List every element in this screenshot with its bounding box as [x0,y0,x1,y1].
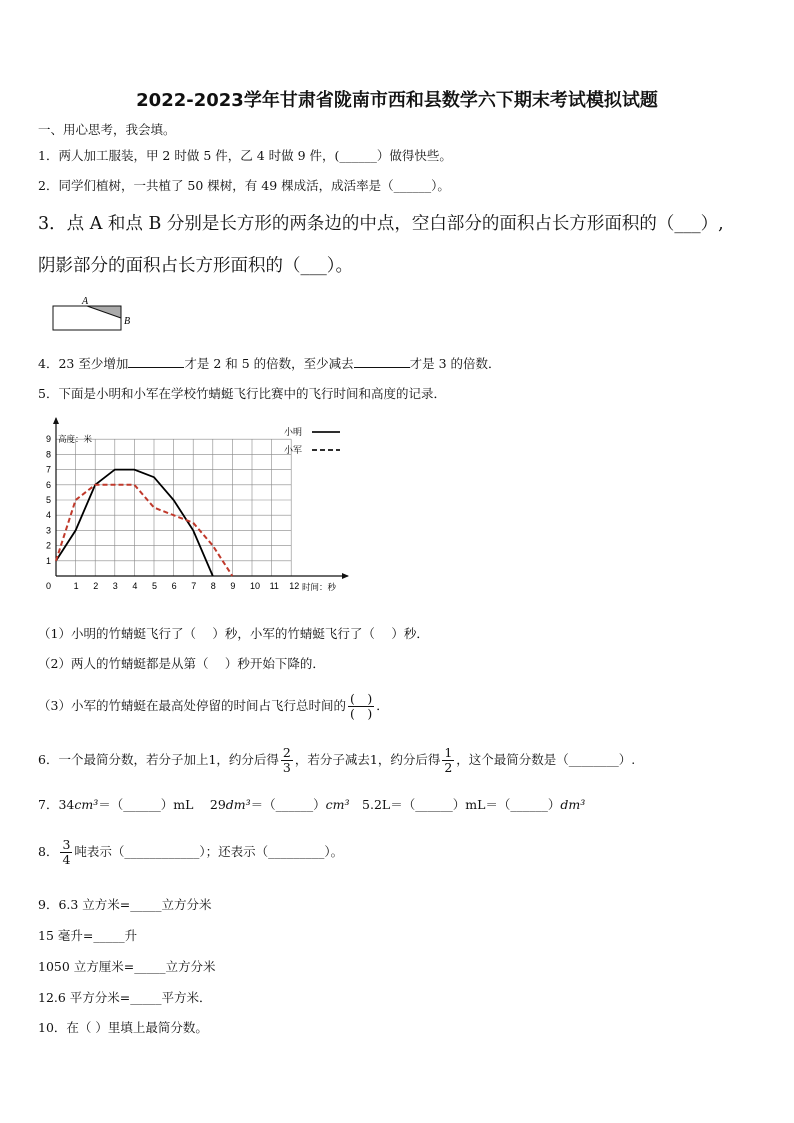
x-tick-label: 0 [46,581,52,591]
point-b-label: B [124,316,131,327]
q4-text-1: 4．23 至少增加 [38,356,129,371]
question-9-1: 9．6.3 立方米=_____立方分米 [38,897,212,912]
unit-cm3: cm³ [325,797,350,812]
y-tick-label: 7 [46,464,52,475]
question-9-3: 1050 立方厘米=_____立方分米 [38,959,216,974]
y-axis-arrow [53,417,59,424]
x-tick-label: 3 [112,581,118,591]
y-tick-label: 4 [46,510,52,521]
y-tick-label: 6 [46,479,52,490]
y-tick-label: 5 [46,495,52,505]
question-6 [38,746,635,775]
unit-cm3: cm³ [74,797,99,812]
fraction-denominator: 2 [444,759,453,775]
x-tick-label: 8 [210,581,216,591]
q7-text-3: ＝（______） [250,797,326,812]
question-5: 5．下面是小明和小军在学校竹蜻蜓飞行比赛中的飞行时间和高度的记录． [38,386,446,401]
q8-text-2: 吨表示（____________）；还表示（_________）。 [74,843,344,859]
unit-dm3: dm³ [225,797,251,812]
x-tick-label: 12 [289,581,300,591]
x-tick-label: 6 [171,581,177,591]
question-5-2: （2）两人的竹蜻蜓都是从第（ ）秒开始下降的． [38,656,325,671]
q5-3-fraction[interactable] [348,692,374,721]
x-axis-arrow [342,573,349,579]
q4-text-2: 才是 2 和 5 的倍数，至少减去 [184,356,354,371]
fraction-numerator: 3 [62,837,71,852]
question-5-3 [38,692,389,721]
rectangle-figure [50,292,150,334]
x-tick-label: 9 [230,581,236,591]
fraction-numerator: ( ) [349,691,373,706]
fraction-denominator: ( ) [349,705,373,721]
q4-text-3: 才是 3 的倍数． [409,356,501,371]
point-a-label: A [82,296,89,307]
q5-3-end: ． [376,697,389,713]
unit-dm3: dm³ [560,797,586,812]
legend-label: 小明 [284,428,303,438]
x-tick-label: 4 [132,581,138,591]
x-tick-label: 5 [152,581,158,591]
fraction-numerator: 1 [444,745,453,760]
question-9-2: 15 毫升=_____升 [38,928,138,943]
y-tick-label: 3 [46,525,52,536]
page-title: 2022-2023学年甘肃省陇南市西和县数学六下期末考试模拟试题 [136,90,658,111]
y-tick-label: 2 [46,540,52,551]
x-tick-label: 1 [73,581,79,591]
q7-text-4: 5.2L＝（______）mL＝（______） [349,797,561,812]
question-8 [38,838,343,867]
fraction-denominator: 4 [62,851,71,867]
section-heading: 一、用心思考，我会填。 [38,122,176,137]
legend-label: 小军 [284,446,303,456]
question-9-4: 12.6 平方分米=_____平方米． [38,990,212,1005]
question-4 [38,354,501,372]
q8-text-1: 8． [38,843,59,859]
question-2: 2．同学们植树，一共植了 50 棵树，有 49 棵成活，成活率是（______）。 [38,178,450,193]
y-tick-label: 1 [46,555,52,566]
fraction-numerator: 2 [282,745,291,760]
q6-fraction-2 [442,746,454,775]
q5-3-text: （3）小军的竹蜻蜓在最高处停留的时间占飞行总时间的 [38,697,346,713]
x-tick-label: 11 [269,581,279,591]
q6-text-2: ，若分子减去1，约分后得 [294,751,441,767]
q6-fraction-1 [281,746,293,775]
q7-text-2: ＝（______）mL 29 [98,797,226,812]
x-tick-label: 7 [191,581,197,591]
x-tick-label: 2 [93,581,99,591]
y-tick-label: 8 [46,449,52,460]
q7-text-1: 7．34 [38,797,75,812]
x-tick-label: 10 [250,581,261,591]
flight-height-chart [36,414,356,610]
question-3-line1: 3．点 A 和点 B 分别是长方形的两条边的中点，空白部分的面积占长方形面积的（___）, [38,214,724,234]
x-axis-label: 时间：秒 [302,583,337,593]
question-3-line2: 阴影部分的面积占长方形面积的（___）。 [38,256,353,276]
question-1: 1．两人加工服装，甲 2 时做 5 件，乙 4 时做 9 件，(______）做得快些。 [38,148,452,163]
q4-blank-1[interactable] [128,367,184,368]
q6-text-1: 6．一个最简分数，若分子加上1，约分后得 [38,751,279,767]
question-10: 10．在（ ）里填上最简分数。 [38,1020,208,1035]
y-tick-label: 9 [46,434,52,445]
q4-blank-2[interactable] [354,367,410,368]
q8-fraction [60,838,72,867]
y-axis-label: 高度：米 [58,435,93,445]
question-5-1: （1）小明的竹蜻蜓飞行了（ ）秒，小军的竹蜻蜓飞行了（ ）秒． [38,626,429,641]
q6-text-3: ，这个最简分数是（________）. [456,751,636,767]
question-7 [38,795,585,813]
fraction-denominator: 3 [282,759,291,775]
